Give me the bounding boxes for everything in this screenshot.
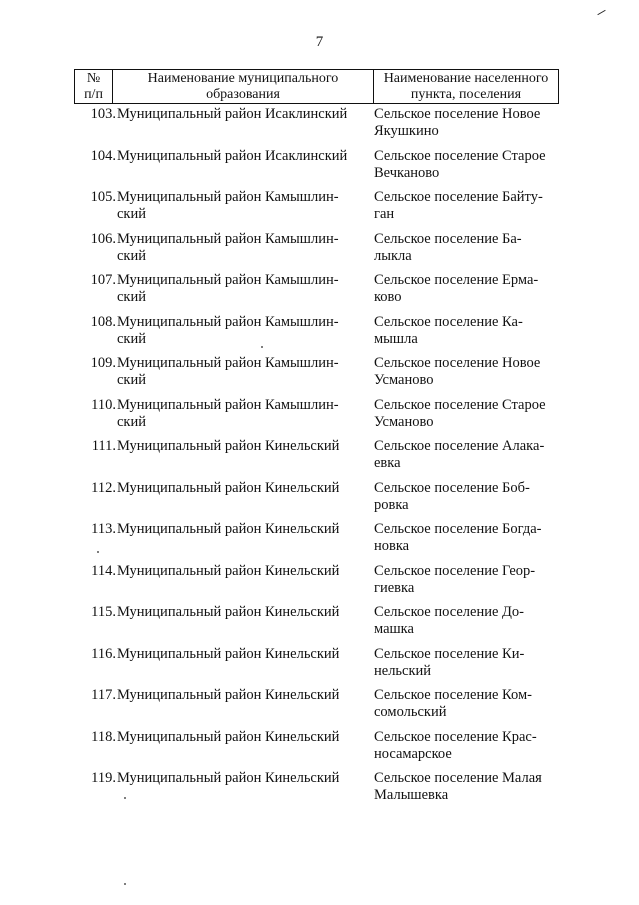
- settlement-line: Сельское поселение Ка-: [374, 313, 523, 330]
- municipality-line: ский: [117, 372, 146, 388]
- settlement-cell: [374, 646, 564, 680]
- row-number: 109.: [90, 355, 116, 371]
- row-number: 106.: [90, 230, 116, 247]
- settlement-line: ровка: [374, 496, 409, 513]
- header-num-line: п/п: [84, 87, 103, 102]
- header-num-line: №: [86, 71, 101, 86]
- table-body: [0, 106, 639, 812]
- municipality-line: Муниципальный район Кинельский: [117, 604, 340, 620]
- municipality-line: Муниципальный район Исаклинский: [117, 106, 348, 122]
- settlement-line: Сельское поселение Байту-: [374, 189, 543, 205]
- table-row: [0, 770, 639, 812]
- settlement-line: евка: [374, 455, 401, 471]
- municipality-line: Муниципальный район Кинельский: [117, 728, 340, 745]
- settlement-line: нельский: [374, 662, 432, 679]
- municipality-cell: [117, 521, 353, 538]
- settlement-cell: [374, 272, 564, 306]
- municipality-line: Муниципальный район Камышлин-: [117, 313, 339, 330]
- page-number: 7: [315, 34, 324, 50]
- settlement-line: Сельское поселение Ком-: [374, 687, 532, 703]
- scan-speck: [124, 883, 126, 885]
- table-row: [0, 272, 639, 314]
- settlement-line: машка: [374, 621, 414, 637]
- municipality-cell: [117, 646, 353, 663]
- table-row: [0, 314, 639, 356]
- header-settlement-line: Наименование населенного: [383, 71, 549, 86]
- header-municipality: [113, 70, 374, 103]
- settlement-cell: [374, 687, 564, 721]
- settlement-line: Сельское поселение Старое: [374, 396, 546, 413]
- settlement-cell: [374, 480, 564, 514]
- settlement-line: Сельское поселение Геор-: [374, 562, 536, 579]
- municipality-line: Муниципальный район Камышлин-: [117, 272, 339, 288]
- municipality-cell: [117, 355, 353, 389]
- municipality-line: ский: [117, 330, 146, 347]
- municipality-line: ский: [117, 289, 146, 305]
- settlement-line: Усманово: [374, 372, 434, 388]
- municipality-line: ский: [117, 247, 146, 264]
- settlement-cell: [374, 438, 564, 472]
- municipality-cell: [117, 729, 353, 746]
- table-row: [0, 106, 639, 148]
- settlement-line: Сельское поселение Боб-: [374, 479, 530, 496]
- row-number: 111.: [91, 438, 116, 454]
- settlement-line: носамарское: [374, 745, 452, 762]
- row-number: 116.: [91, 645, 116, 662]
- settlement-line: Сельское поселение Старое: [374, 147, 546, 164]
- table-row: [0, 687, 639, 729]
- settlement-line: Сельское поселение Новое: [374, 355, 541, 371]
- settlement-line: Сельское поселение До-: [374, 604, 525, 620]
- settlement-line: Сельское поселение Ерма-: [374, 272, 539, 288]
- row-number: 110.: [91, 396, 116, 413]
- scan-speck: [124, 797, 126, 799]
- table-row: [0, 521, 639, 563]
- settlement-line: Сельское поселение Новое: [374, 106, 541, 122]
- settlement-cell: [374, 770, 564, 804]
- settlement-line: новка: [374, 538, 410, 554]
- settlement-line: Малышевка: [374, 787, 449, 803]
- settlement-cell: [374, 563, 564, 597]
- municipality-line: Муниципальный район Камышлин-: [117, 230, 339, 247]
- row-number: 114.: [91, 562, 116, 579]
- settlement-cell: [374, 521, 564, 555]
- table-row: [0, 438, 639, 480]
- municipality-line: Муниципальный район Кинельский: [117, 479, 340, 496]
- municipality-cell: [117, 314, 353, 348]
- municipality-cell: [117, 148, 353, 165]
- header-settlement: [374, 70, 558, 103]
- settlement-cell: [374, 729, 564, 763]
- settlement-line: Якушкино: [374, 123, 439, 139]
- header-municipality-line: Наименование муниципального: [147, 71, 339, 86]
- row-number: 113.: [91, 521, 116, 537]
- header-num: [75, 70, 113, 103]
- row-number: 108.: [90, 313, 116, 330]
- table-row: [0, 729, 639, 771]
- table-row: [0, 231, 639, 273]
- settlement-line: гиевка: [374, 579, 415, 596]
- municipality-line: Муниципальный район Кинельский: [117, 521, 340, 537]
- settlement-line: Вечканово: [374, 164, 440, 181]
- settlement-line: ково: [374, 289, 402, 305]
- municipality-line: Муниципальный район Камышлин-: [117, 189, 339, 205]
- settlement-line: Сельское поселение Крас-: [374, 728, 537, 745]
- header-settlement-line: пункта, поселения: [410, 87, 522, 102]
- row-number: 119.: [91, 770, 116, 786]
- scan-speck: [97, 551, 99, 553]
- municipality-cell: [117, 397, 353, 431]
- row-number: 105.: [90, 189, 116, 205]
- row-number: 118.: [91, 728, 116, 745]
- scan-speck: [261, 346, 263, 348]
- settlement-cell: [374, 314, 564, 348]
- row-number: 107.: [90, 272, 116, 288]
- table-row: [0, 480, 639, 522]
- row-number: 103.: [90, 106, 116, 122]
- table-row: [0, 189, 639, 231]
- municipality-line: Муниципальный район Кинельский: [117, 438, 340, 454]
- municipality-cell: [117, 480, 353, 497]
- settlement-line: ган: [374, 206, 395, 222]
- municipality-cell: [117, 687, 353, 704]
- row-number: 115.: [91, 604, 116, 620]
- municipality-cell: [117, 272, 353, 306]
- settlement-line: Сельское поселение Малая: [374, 770, 542, 786]
- table-header: [74, 69, 559, 104]
- table-row: [0, 397, 639, 439]
- row-number: 104.: [90, 147, 116, 164]
- settlement-line: Усманово: [374, 413, 434, 430]
- settlement-cell: [374, 106, 564, 140]
- table-row: [0, 563, 639, 605]
- settlement-line: сомольский: [374, 704, 447, 720]
- municipality-line: ский: [117, 413, 146, 430]
- municipality-line: Муниципальный район Камышлин-: [117, 355, 339, 371]
- settlement-cell: [374, 148, 564, 182]
- row-number: 112.: [91, 479, 116, 496]
- settlement-line: лыкла: [374, 247, 412, 264]
- municipality-cell: [117, 231, 353, 265]
- table-row: [0, 604, 639, 646]
- settlement-cell: [374, 189, 564, 223]
- scan-mark: [597, 10, 605, 15]
- table-row: [0, 355, 639, 397]
- settlement-line: Сельское поселение Ки-: [374, 645, 525, 662]
- settlement-cell: [374, 231, 564, 265]
- municipality-cell: [117, 438, 353, 455]
- settlement-line: Сельское поселение Ба-: [374, 230, 522, 247]
- header-municipality-line: образования: [206, 87, 280, 102]
- row-number: 117.: [91, 687, 116, 703]
- settlement-cell: [374, 355, 564, 389]
- settlement-line: Сельское поселение Алака-: [374, 438, 545, 454]
- municipality-cell: [117, 106, 353, 123]
- municipality-line: Муниципальный район Кинельский: [117, 562, 340, 579]
- municipality-line: Муниципальный район Кинельский: [117, 687, 340, 703]
- municipality-cell: [117, 604, 353, 621]
- municipality-line: Муниципальный район Кинельский: [117, 645, 340, 662]
- settlement-line: Сельское поселение Богда-: [374, 521, 542, 537]
- settlement-cell: [374, 604, 564, 638]
- municipality-line: Муниципальный район Камышлин-: [117, 396, 339, 413]
- municipality-cell: [117, 770, 353, 787]
- settlement-line: мышла: [374, 330, 418, 347]
- table-row: [0, 148, 639, 190]
- municipality-cell: [117, 563, 353, 580]
- municipality-line: Муниципальный район Кинельский: [117, 770, 340, 786]
- settlement-cell: [374, 397, 564, 431]
- municipality-cell: [117, 189, 353, 223]
- municipality-line: ский: [117, 206, 146, 222]
- municipality-line: Муниципальный район Исаклинский: [117, 147, 348, 164]
- table-row: [0, 646, 639, 688]
